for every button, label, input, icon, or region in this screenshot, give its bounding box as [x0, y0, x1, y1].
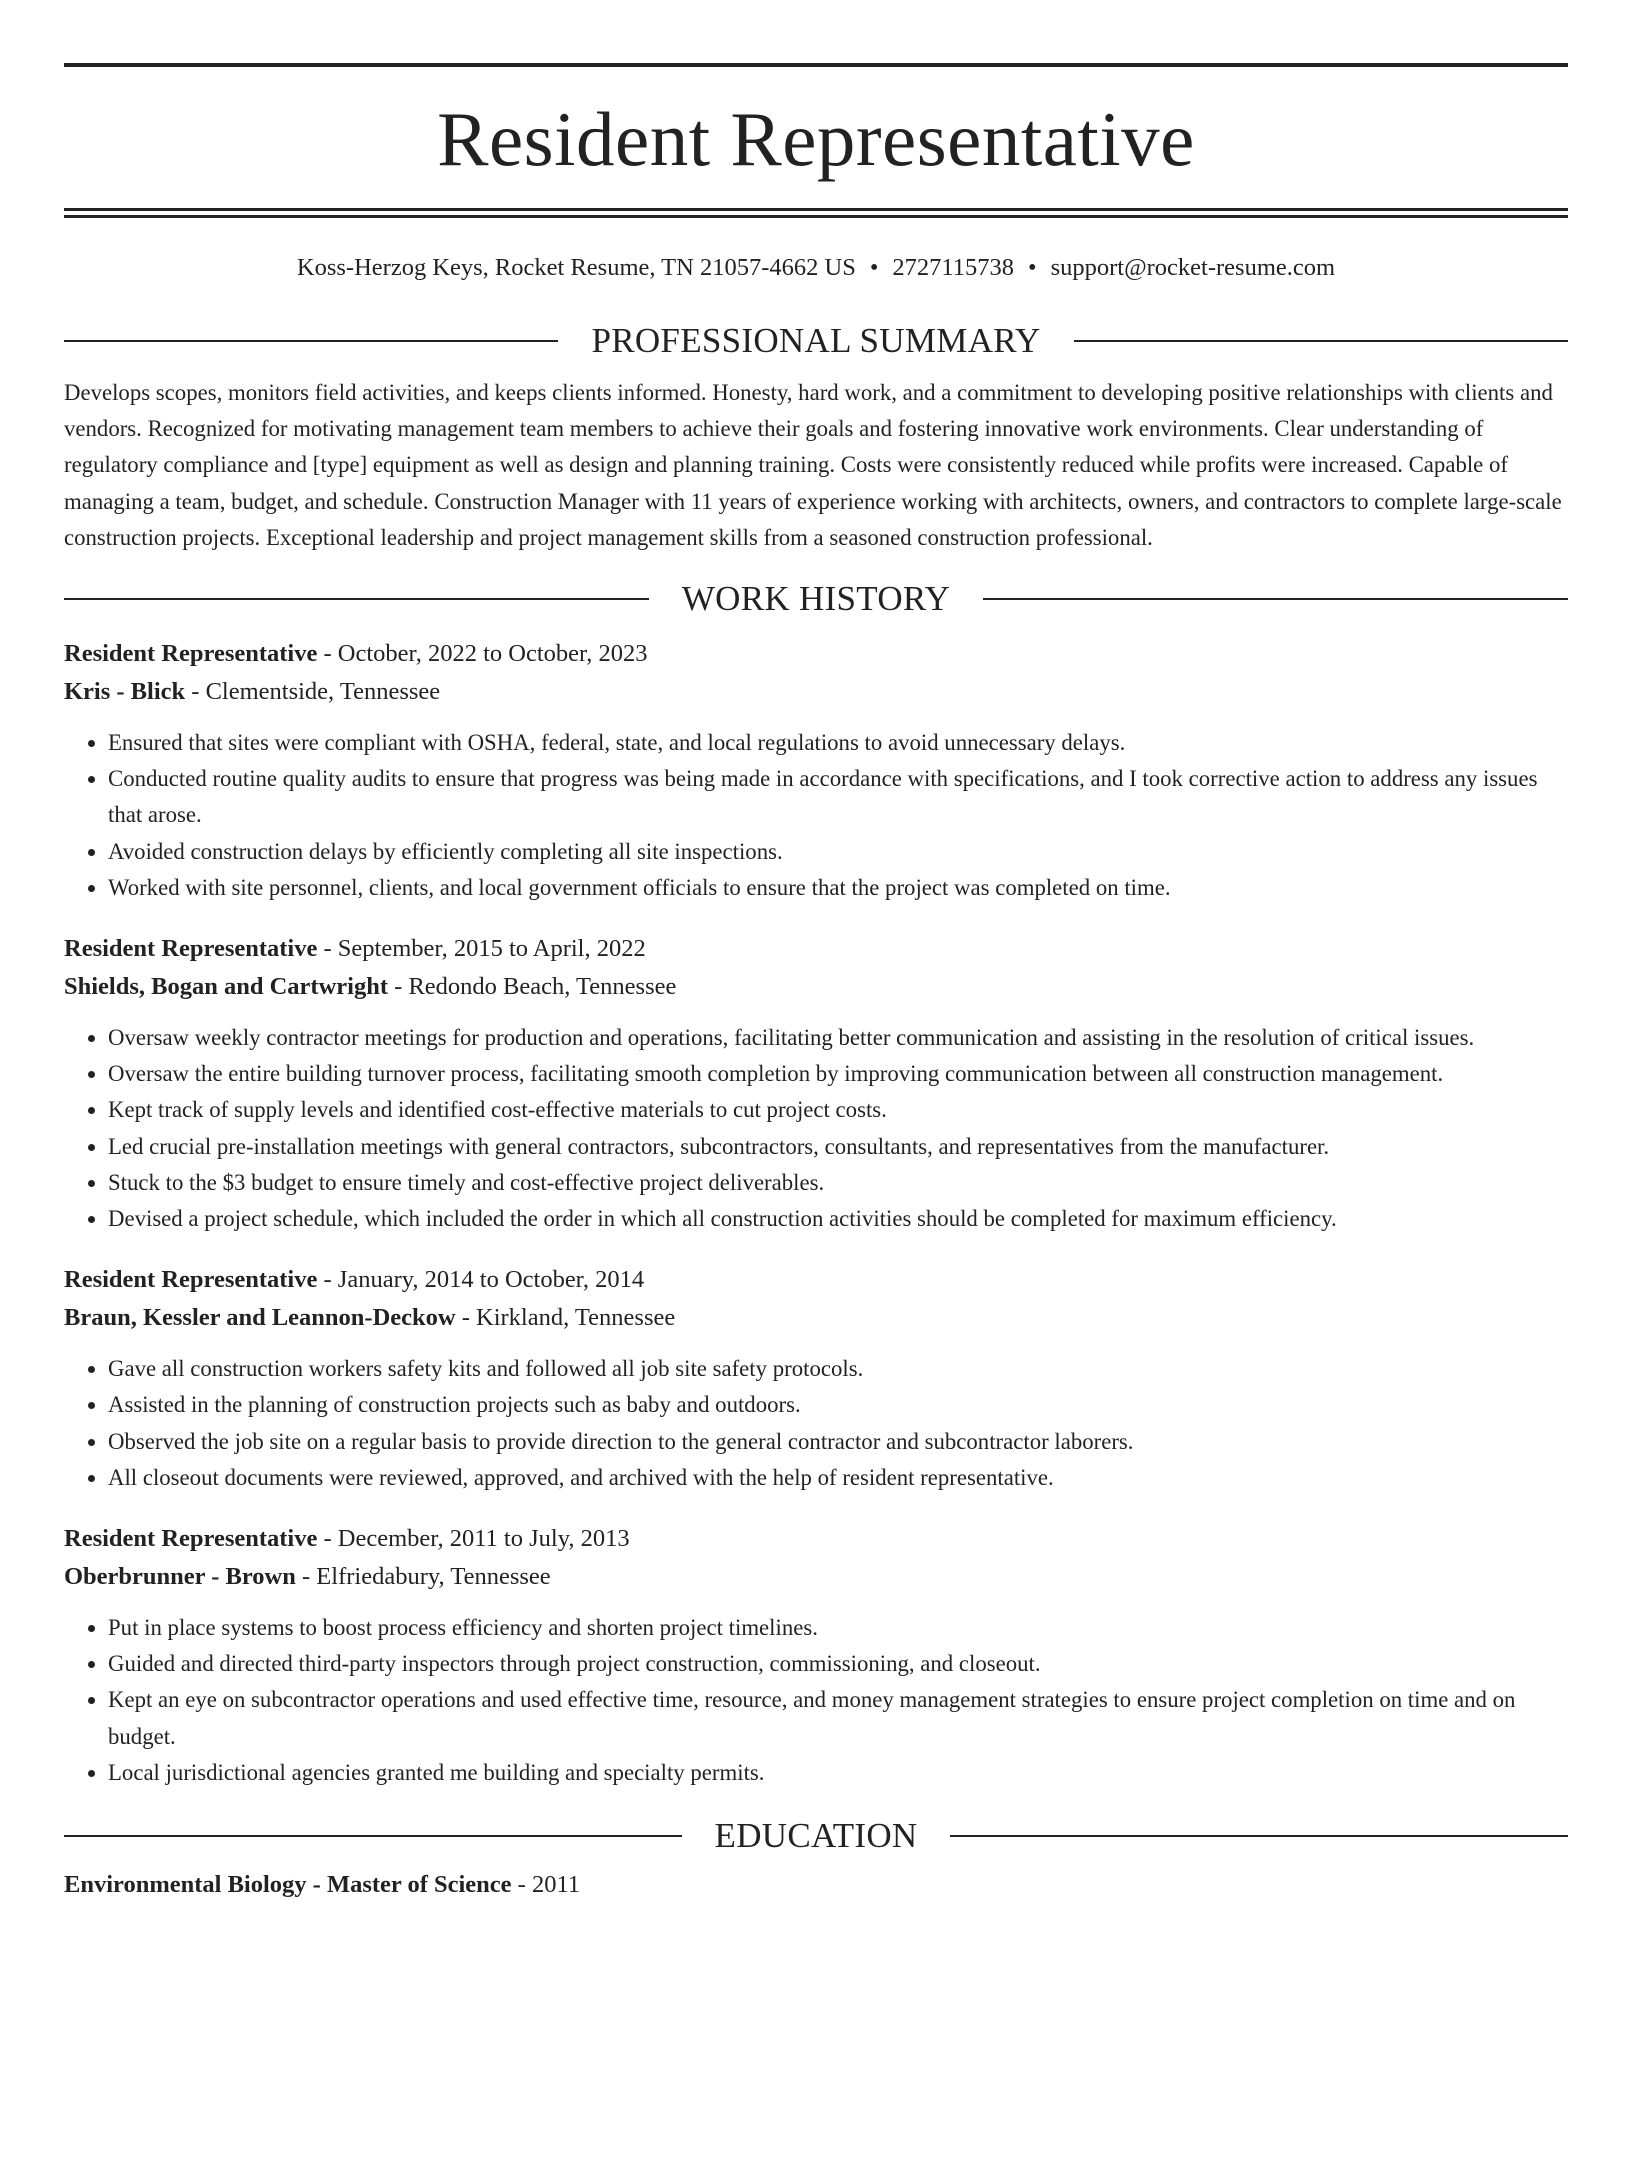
resume-title: Resident Representative	[437, 96, 1195, 182]
summary-section-header	[64, 321, 1568, 361]
job-dates: September, 2015 to April, 2022	[337, 935, 646, 963]
job-bullet: • Oversaw the entire building turnover process, facilitating smooth completion by improving communication between all construction management.	[108, 1056, 1568, 1092]
education-section-header	[64, 1816, 1568, 1856]
contact-separator: •	[869, 254, 879, 281]
job-bullet: • Devised a project schedule, which included the order in which all construction activities should be completed for maximum efficiency.	[108, 1201, 1568, 1237]
job-company: Oberbrunner - Brown	[64, 1563, 296, 1591]
job-bullet: • Kept an eye on subcontractor operations and used effective time, resource, and money management strategies to ensure project completion on time and on budget.	[108, 1682, 1568, 1754]
contact-email: support@rocket-resume.com	[1050, 254, 1336, 281]
job-title: Resident Representative	[64, 935, 318, 963]
job-bullet: • Worked with site personnel, clients, and local government officials to ensure that the project was completed on time.	[108, 870, 1568, 906]
job-bullet: • Kept track of supply levels and identified cost-effective materials to cut project costs.	[108, 1092, 1568, 1128]
section-rule-left	[64, 1835, 682, 1837]
job-title: Resident Representative	[64, 1266, 318, 1294]
job-bullet: • Stuck to the $3 budget to ensure timely and cost-effective project deliverables.	[108, 1165, 1568, 1201]
education-degree: Environmental Biology - Master of Science	[64, 1871, 512, 1899]
job-bullet: • Oversaw weekly contractor meetings for production and operations, facilitating better communication and assisting in the resolution of critical issues.	[108, 1020, 1568, 1056]
job-company: Braun, Kessler and Leannon-Deckow	[64, 1304, 456, 1332]
work-section-header	[64, 579, 1568, 619]
job-entry	[64, 1261, 1568, 1496]
job-bullet: • Gave all construction workers safety kits and followed all job site safety protocols.	[108, 1351, 1568, 1387]
job-dates: January, 2014 to October, 2014	[337, 1266, 645, 1294]
job-location: Kirkland, Tennessee	[476, 1304, 676, 1332]
job-bullet-list	[64, 725, 1568, 906]
job-bullet: • Local jurisdictional agencies granted me building and specialty permits.	[108, 1755, 1568, 1791]
job-bullet-list	[64, 1351, 1568, 1496]
job-entry	[64, 1520, 1568, 1791]
job-title: Resident Representative	[64, 1525, 318, 1553]
job-bullet: • Led crucial pre-installation meetings with general contractors, subcontractors, consultants, and representatives from the manufacturer.	[108, 1129, 1568, 1165]
title-double-rule	[64, 208, 1568, 218]
contact-separator: •	[1028, 254, 1037, 281]
job-location: Redondo Beach, Tennessee	[408, 973, 677, 1001]
contact-line	[64, 253, 1568, 283]
job-company-line: Braun, Kessler and Leannon-Deckow - Kirkland, Tennessee	[64, 1304, 676, 1332]
section-rule-left	[64, 340, 558, 342]
job-bullet: • Put in place systems to boost process efficiency and shorten project timelines.	[108, 1610, 1568, 1646]
section-rule-right	[983, 598, 1568, 600]
job-bullet: • Avoided construction delays by efficiently completing all site inspections.	[108, 834, 1568, 870]
contact-phone: 2727115738	[892, 254, 1014, 281]
job-company: Shields, Bogan and Cartwright	[64, 973, 389, 1001]
job-company-line: Oberbrunner - Brown - Elfriedabury, Tennessee	[64, 1563, 551, 1591]
job-company-line: Kris - Blick - Clementside, Tennessee	[64, 678, 441, 706]
section-rule-right	[950, 1835, 1568, 1837]
job-company-line: Shields, Bogan and Cartwright - Redondo Beach, Tennessee	[64, 973, 677, 1001]
job-bullet: • Ensured that sites were compliant with OSHA, federal, state, and local regulations to avoid unnecessary delays.	[108, 725, 1568, 761]
summary-section-title: PROFESSIONAL SUMMARY	[591, 321, 1041, 360]
job-location: Elfriedabury, Tennessee	[316, 1563, 551, 1591]
section-rule-right	[1074, 340, 1568, 342]
job-bullet-list	[64, 1020, 1568, 1237]
job-bullet-list	[64, 1610, 1568, 1791]
resume-page	[0, 63, 1632, 2175]
job-entry	[64, 635, 1568, 906]
work-history-list	[64, 635, 1568, 1791]
job-bullet: • Guided and directed third-party inspectors through project construction, commissioning, and closeout.	[108, 1646, 1568, 1682]
job-location: Clementside, Tennessee	[205, 678, 441, 706]
job-bullet: • Conducted routine quality audits to ensure that progress was being made in accordance with specifications, and I took corrective action to address any issues that arose.	[108, 761, 1568, 833]
job-dates: October, 2022 to October, 2023	[337, 640, 648, 668]
summary-text: Develops scopes, monitors field activities, and keeps clients informed. Honesty, hard work, and a commitment to developing positive relationships with clients and vendors. Recognized for motivating management team members to achieve their goals and fostering innovative work environments. Clear understanding of regulatory compliance and [type] equipment as well as design and planning training. Costs were consistently reduced while profits were increased. Capable of managing a team, budget, and schedule. Construction Manager with 11 years of experience working with architects, owners, and contractors to complete large-scale construction projects. Exceptional leadership and project management skills from a seasoned construction professional.	[64, 380, 1562, 550]
contact-address: Koss-Herzog Keys, Rocket Resume, TN 21057-4662 US	[296, 254, 856, 281]
education-section-title: EDUCATION	[714, 1816, 918, 1856]
job-bullet: • Assisted in the planning of construction projects such as baby and outdoors.	[108, 1387, 1568, 1423]
work-section-title: WORK HISTORY	[681, 579, 951, 619]
job-title-line: Resident Representative - January, 2014 to October, 2014	[64, 1266, 645, 1294]
section-rule-left	[64, 598, 649, 600]
top-rule	[64, 63, 1568, 67]
job-title-line: Resident Representative - September, 2015 to April, 2022	[64, 935, 646, 963]
job-company: Kris - Blick	[64, 678, 186, 706]
job-dates: December, 2011 to July, 2013	[337, 1525, 630, 1553]
job-entry	[64, 930, 1568, 1237]
job-bullet: • Observed the job site on a regular basis to provide direction to the general contractor and subcontractor laborers.	[108, 1424, 1568, 1460]
education-year: 2011	[531, 1871, 581, 1899]
job-title-line: Resident Representative - December, 2011 to July, 2013	[64, 1525, 630, 1553]
job-bullet: • All closeout documents were reviewed, approved, and archived with the help of resident representative.	[108, 1460, 1568, 1496]
education-entry: Environmental Biology - Master of Science - 2011	[64, 1871, 581, 1899]
job-title: Resident Representative	[64, 640, 318, 668]
job-title-line: Resident Representative - October, 2022 to October, 2023	[64, 640, 648, 668]
